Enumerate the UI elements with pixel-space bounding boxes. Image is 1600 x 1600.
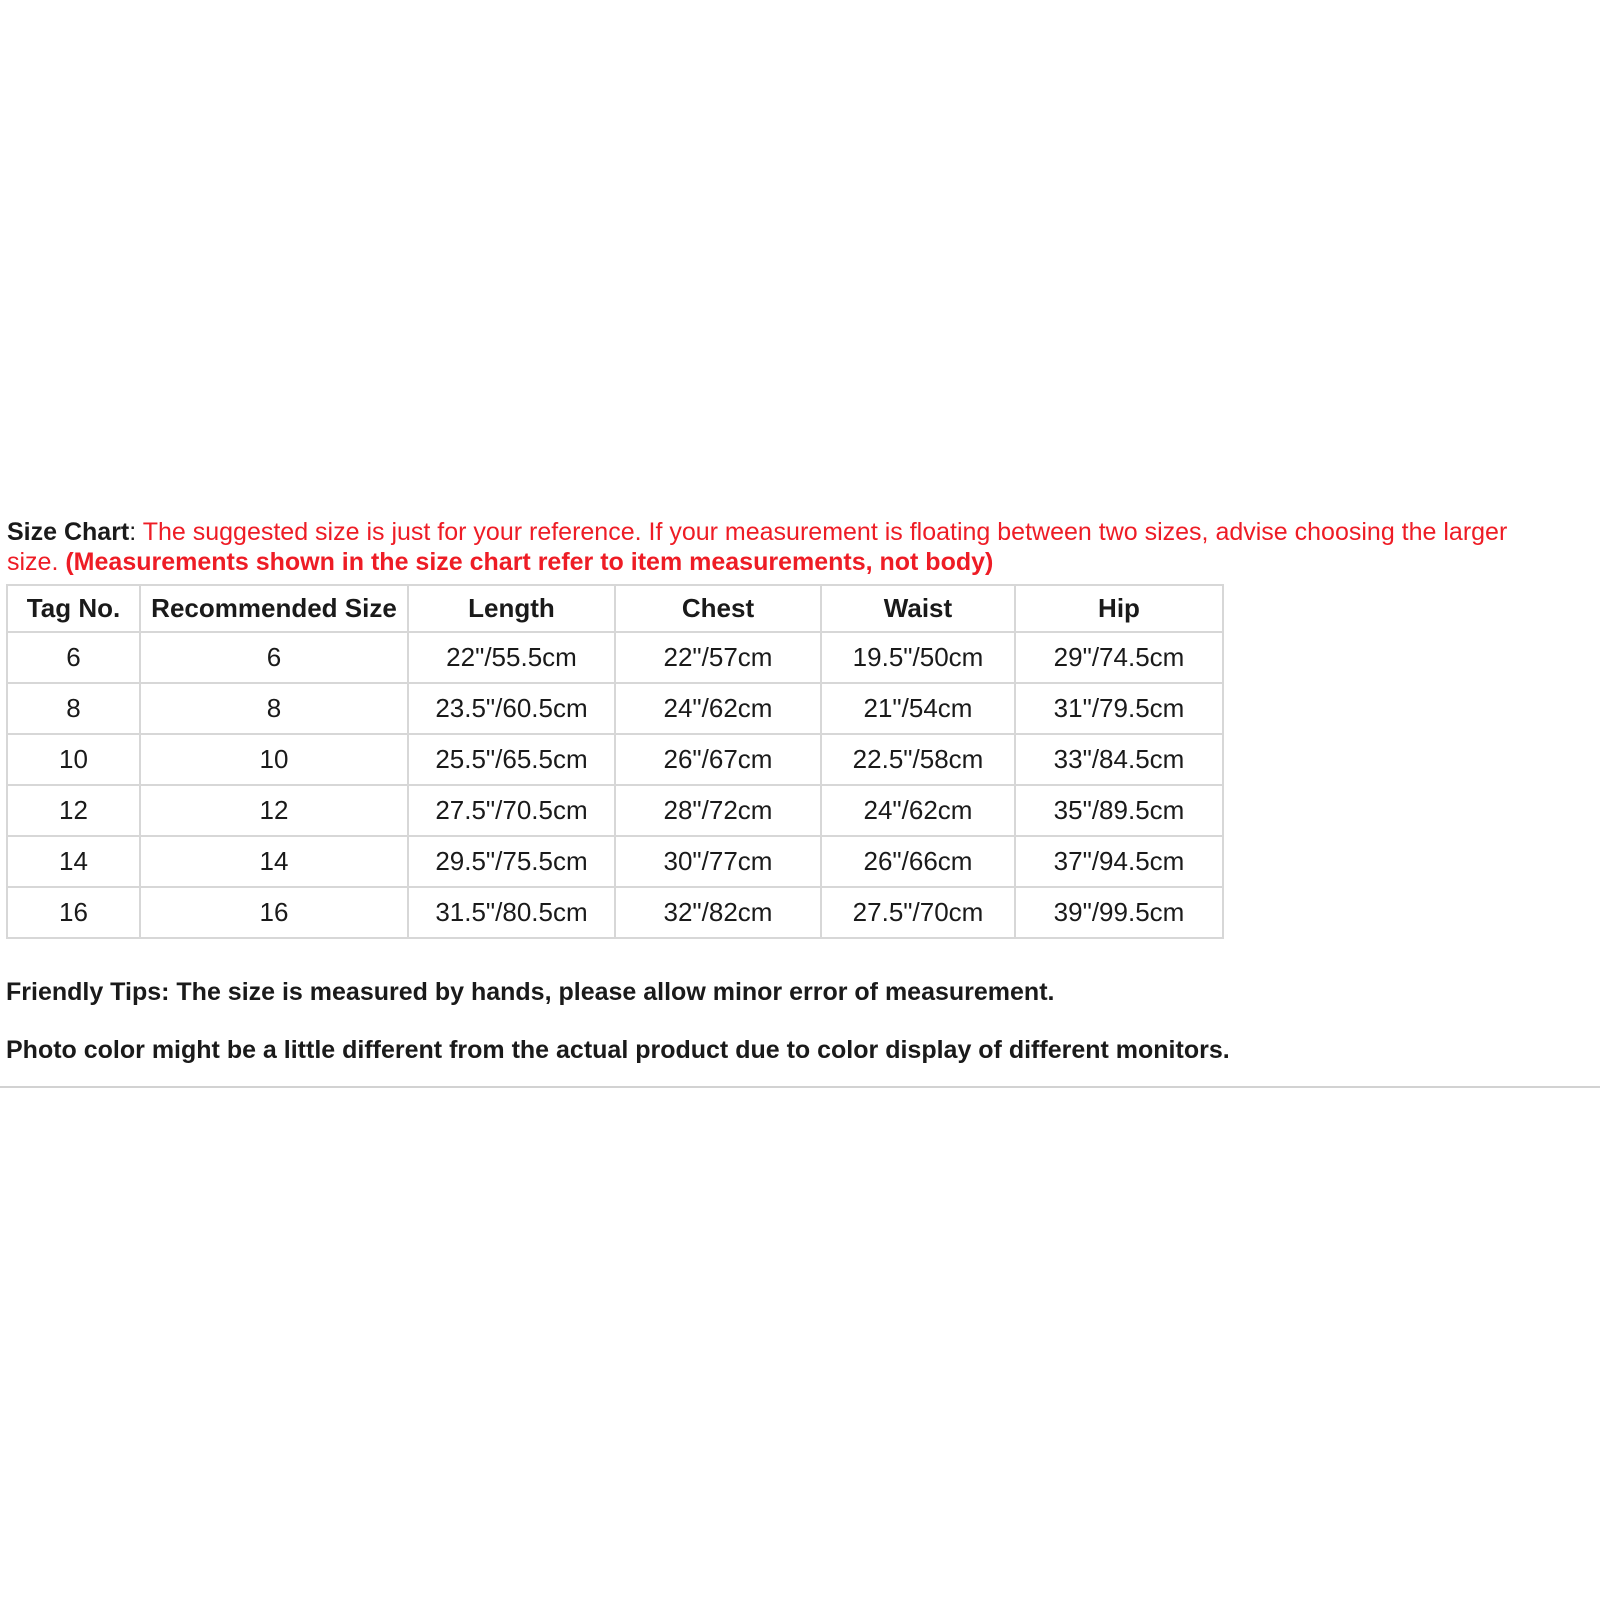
- header-hip: Hip: [1015, 585, 1223, 632]
- cell-length: 25.5"/65.5cm: [408, 734, 615, 785]
- measurement-disclaimer: (Measurements shown in the size chart refer to item measurements, not body): [65, 548, 994, 576]
- cell-hip: 31"/79.5cm: [1015, 683, 1223, 734]
- size-chart-note-line-1: [7, 517, 1597, 547]
- friendly-tips: [6, 977, 1230, 1093]
- cell-tag-no: 8: [7, 683, 140, 734]
- cell-recommended-size: 8: [140, 683, 408, 734]
- cell-hip: 35"/89.5cm: [1015, 785, 1223, 836]
- cell-tag-no: 12: [7, 785, 140, 836]
- header-tag-no: Tag No.: [7, 585, 140, 632]
- cell-hip: 39"/99.5cm: [1015, 887, 1223, 938]
- cell-length: 27.5"/70.5cm: [408, 785, 615, 836]
- cell-length: 31.5"/80.5cm: [408, 887, 615, 938]
- table-row: [7, 887, 1223, 938]
- tip-photo-color: Photo color might be a little different from the actual product due to color display of different monitors.: [6, 1036, 1230, 1064]
- cell-hip: 29"/74.5cm: [1015, 632, 1223, 683]
- cell-waist: 22.5"/58cm: [821, 734, 1015, 785]
- cell-chest: 24"/62cm: [615, 683, 821, 734]
- size-chart-note-line-2: [7, 547, 1597, 577]
- size-chart-colon: :: [129, 518, 137, 546]
- cell-recommended-size: 6: [140, 632, 408, 683]
- table-row: [7, 683, 1223, 734]
- cell-length: 22"/55.5cm: [408, 632, 615, 683]
- cell-tag-no: 10: [7, 734, 140, 785]
- header-chest: Chest: [615, 585, 821, 632]
- cell-chest: 26"/67cm: [615, 734, 821, 785]
- size-chart-note: [7, 517, 1597, 577]
- cell-recommended-size: 10: [140, 734, 408, 785]
- cell-recommended-size: 12: [140, 785, 408, 836]
- cell-recommended-size: 16: [140, 887, 408, 938]
- header-length: Length: [408, 585, 615, 632]
- size-chart-reference-note: The suggested size is just for your reference. If your measurement is floating between two sizes, advise choosing the larger: [136, 518, 1508, 546]
- table-row: [7, 836, 1223, 887]
- cell-hip: 37"/94.5cm: [1015, 836, 1223, 887]
- size-chart-label: Size Chart: [7, 518, 130, 546]
- size-chart-section: [0, 517, 1600, 1064]
- tip-measurement-error: Friendly Tips: The size is measured by hands, please allow minor error of measurement.: [6, 978, 1055, 1006]
- table-row: [7, 734, 1223, 785]
- cell-length: 23.5"/60.5cm: [408, 683, 615, 734]
- cell-tag-no: 16: [7, 887, 140, 938]
- cell-recommended-size: 14: [140, 836, 408, 887]
- cell-waist: 26"/66cm: [821, 836, 1015, 887]
- size-table: [6, 584, 1224, 939]
- cell-tag-no: 6: [7, 632, 140, 683]
- table-row: [7, 632, 1223, 683]
- cell-length: 29.5"/75.5cm: [408, 836, 615, 887]
- cell-chest: 28"/72cm: [615, 785, 821, 836]
- cell-hip: 33"/84.5cm: [1015, 734, 1223, 785]
- header-waist: Waist: [821, 585, 1015, 632]
- size-chart-reference-note-end: size.: [7, 548, 66, 576]
- cell-chest: 22"/57cm: [615, 632, 821, 683]
- header-recommended-size: Recommended Size: [140, 585, 408, 632]
- cell-chest: 32"/82cm: [615, 887, 821, 938]
- cell-tag-no: 14: [7, 836, 140, 887]
- table-row: [7, 785, 1223, 836]
- cell-waist: 19.5"/50cm: [821, 632, 1015, 683]
- table-header-row: [7, 585, 1223, 632]
- cell-chest: 30"/77cm: [615, 836, 821, 887]
- cell-waist: 27.5"/70cm: [821, 887, 1015, 938]
- cell-waist: 21"/54cm: [821, 683, 1015, 734]
- section-divider: [0, 1086, 1600, 1088]
- cell-waist: 24"/62cm: [821, 785, 1015, 836]
